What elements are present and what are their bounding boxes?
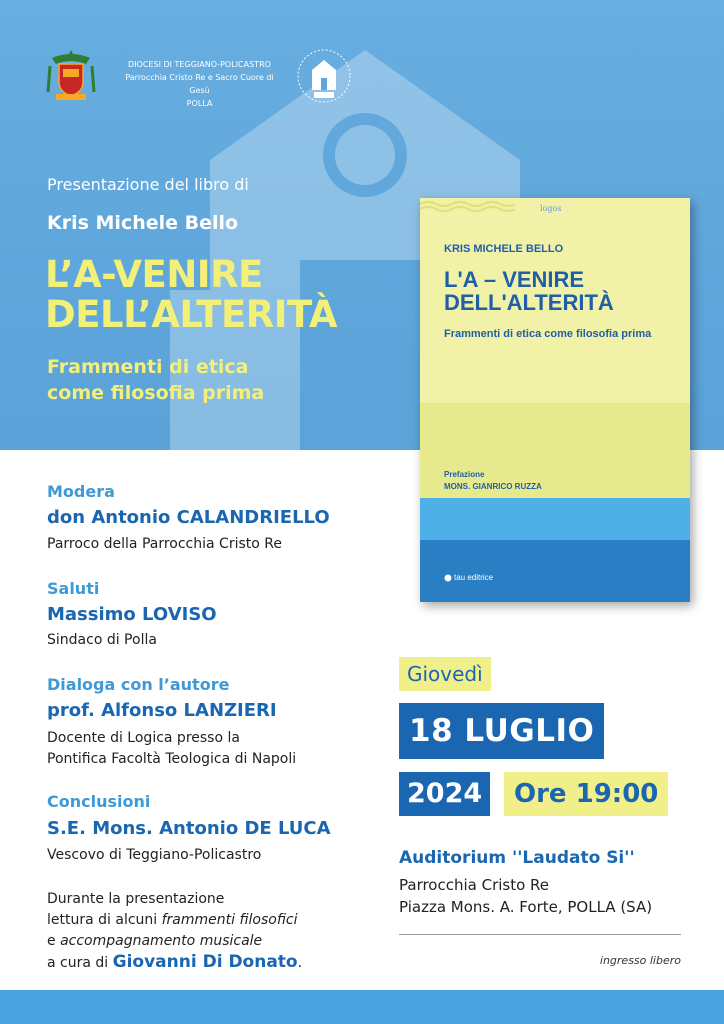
speaker-role-dialogue: Dialoga con l’autore <box>47 675 230 694</box>
speaker-role-moderator: Modera <box>47 482 115 501</box>
event-address <box>399 874 652 918</box>
book-cover-title-line-1: L'A – VENIRE <box>444 267 585 292</box>
book-cover <box>420 198 690 602</box>
event-year: 2024 <box>399 772 490 816</box>
book-subtitle <box>47 354 264 406</box>
speaker-name-conclusions: S.E. Mons. Antonio DE LUCA <box>47 818 331 839</box>
diocese-header-text <box>117 58 282 110</box>
event-address-line-1: Parrocchia Cristo Re <box>399 876 550 894</box>
event-time: Ore 19:00 <box>504 772 668 816</box>
note-line-3-text: e <box>47 933 61 949</box>
speaker-desc-dialogue <box>47 728 296 770</box>
book-cover-title <box>444 268 614 314</box>
book-subtitle-line-2: come filosofia prima <box>47 382 265 404</box>
note-line-4 <box>47 952 377 974</box>
note-line-2 <box>47 910 377 931</box>
speaker-desc-greetings: Sindaco di Polla <box>47 632 157 648</box>
book-cover-subtitle: Frammenti di etica come filosofia prima <box>444 328 652 340</box>
book-title-line-1: L’A-VENIRE <box>45 253 263 296</box>
note-line-3 <box>47 931 377 952</box>
preface-author: MONS. GIANRICO RUZZA <box>444 482 542 491</box>
diocese-coat-of-arms-icon <box>46 48 96 104</box>
event-day: Giovedì <box>399 657 491 691</box>
speaker-desc-dialogue-line-1: Docente di Logica presso la <box>47 730 240 746</box>
note-line-2-emphasis: frammenti filosofici <box>161 912 298 928</box>
bottom-bar <box>0 990 724 1024</box>
book-subtitle-line-1: Frammenti di etica <box>47 356 249 378</box>
speaker-name-greetings: Massimo LOVISO <box>47 604 217 625</box>
free-entry-note: ingresso libero <box>599 954 681 967</box>
speaker-name-dialogue: prof. Alfonso LANZIERI <box>47 700 277 721</box>
presentation-intro: Presentazione del libro di <box>47 175 249 194</box>
waves-icon <box>420 200 515 214</box>
note-line-1: Durante la presentazione <box>47 891 225 907</box>
book-cover-author: KRIS MICHELE BELLO <box>444 243 564 255</box>
music-note <box>47 889 377 974</box>
book-cover-title-line-2: DELL'ALTERITÀ <box>444 290 614 315</box>
event-venue: Auditorium ''Laudato Si'' <box>399 848 635 868</box>
divider <box>399 934 681 935</box>
speaker-desc-conclusions: Vescovo di Teggiano-Policastro <box>47 847 262 863</box>
book-title <box>45 255 337 335</box>
parish-logo-icon <box>294 48 354 104</box>
speaker-desc-dialogue-line-2: Pontifica Facoltà Teologica di Napoli <box>47 751 297 767</box>
speaker-role-greetings: Saluti <box>47 579 100 598</box>
musician-name: Giovanni Di Donato <box>112 952 298 972</box>
book-title-line-2: DELL’ALTERITÀ <box>45 293 338 336</box>
parish-name: Parrocchia Cristo Re e Sacro Cuore di Gesù <box>125 73 274 95</box>
publisher-logo-icon <box>444 574 452 582</box>
author-name: Kris Michele Bello <box>47 212 239 234</box>
publisher-name: tau editrice <box>454 573 494 582</box>
speaker-desc-moderator: Parroco della Parrocchia Cristo Re <box>47 536 282 552</box>
speaker-role-conclusions: Conclusioni <box>47 792 151 811</box>
note-line-4-text: a cura di <box>47 955 113 971</box>
note-line-4-end: . <box>297 955 303 971</box>
note-line-3-emphasis: accompagnamento musicale <box>60 933 263 949</box>
event-date: 18 LUGLIO <box>399 703 604 759</box>
event-address-line-2: Piazza Mons. A. Forte, POLLA (SA) <box>399 898 653 916</box>
diocese-name: DIOCESI DI TEGGIANO-POLICASTRO <box>128 60 271 69</box>
preface-label: Prefazione <box>444 470 485 479</box>
cover-band-blue <box>420 498 690 540</box>
note-line-2-text: lettura di alcuni <box>47 912 162 928</box>
speaker-name-moderator: don Antonio CALANDRIELLO <box>47 507 330 528</box>
cover-band-dark <box>420 540 690 602</box>
book-series: logos <box>540 204 562 213</box>
town-name: POLLA <box>186 99 213 108</box>
